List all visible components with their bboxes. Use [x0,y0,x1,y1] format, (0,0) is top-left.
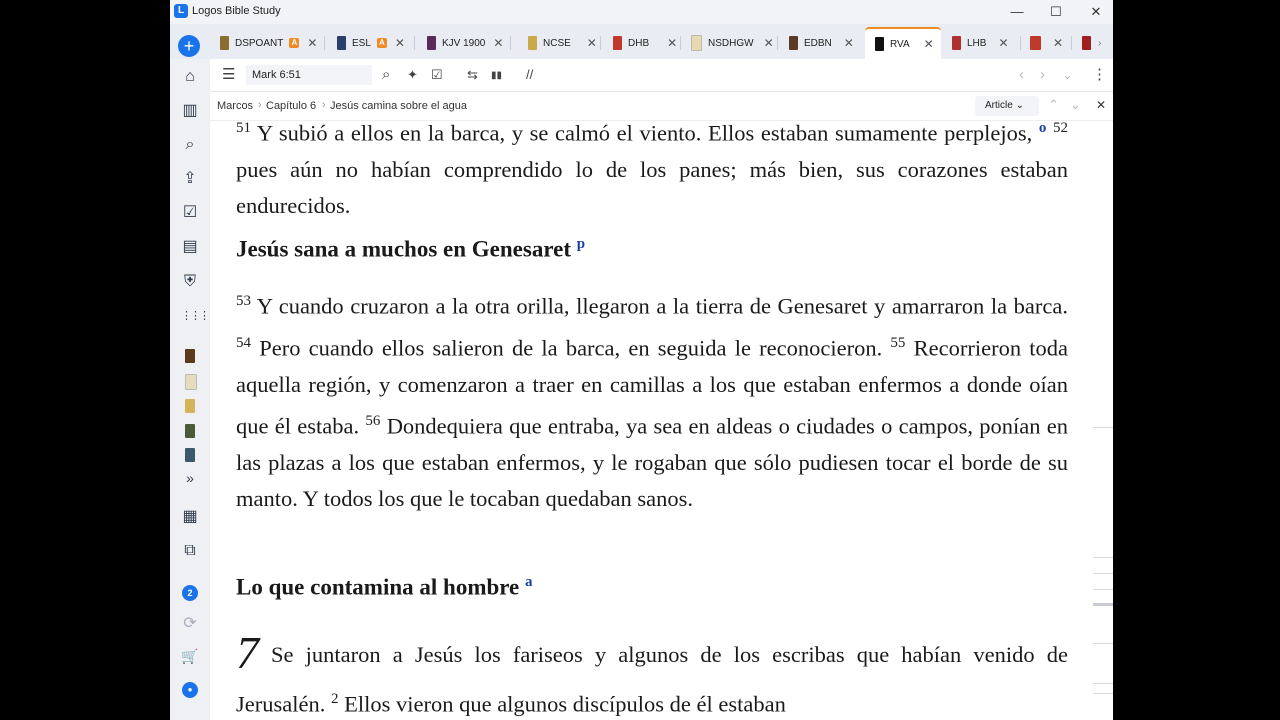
breadcrumb-book[interactable]: Marcos [217,100,254,112]
section-heading [236,574,533,601]
close-window-button[interactable]: ✕ [1090,4,1102,19]
verse-paragraph [236,121,1068,224]
guides-icon[interactable]: ⇪ [183,170,197,187]
tab-separator [1071,36,1072,50]
apps-grid-icon[interactable]: ⋮⋮⋮ [181,310,208,322]
visual-filters-icon[interactable]: ✦ [407,67,418,82]
book-icon [691,35,702,51]
panel-toolbar [210,59,1113,92]
verse-text: Y subió a ellos en la barca, y se calmó el viento. Ellos estaban sumamente perplejos, [256,121,1033,146]
tab-separator [680,36,681,50]
tab-separator [777,36,778,50]
scroll-decoration [1093,643,1113,644]
recent-resource-1[interactable] [185,349,195,363]
notifications-badge[interactable]: 2 [182,585,198,601]
verse-text: Y cuando cruzaron a la otra orilla, llegaron a la tierra de Genesaret y amarraron la barca. [256,293,1068,319]
tab-separator [600,36,601,50]
verse-paragraph [236,283,1068,517]
tab-esl[interactable] [337,28,405,58]
scroll-decoration [1093,427,1113,428]
heading-text: Jesús sana a muchos en Genesaret [236,236,572,262]
tab-close-icon[interactable]: ✕ [493,36,504,50]
scroll-decoration [1093,693,1113,694]
verse-text: Se juntaron a Jesús los fariseos y algunos de los escribas que habían venido de Jerusalén. [236,642,1068,717]
tab-close-icon[interactable]: ✕ [394,36,405,50]
logos-app-icon: L [174,4,188,18]
book-icon [337,36,346,50]
library-icon[interactable]: ▥ [182,102,198,119]
tab-label: LHB [967,37,987,49]
tab-scroll-right-icon[interactable]: › [1098,38,1102,49]
tab-close-icon[interactable]: ✕ [998,36,1009,50]
tab-label: RVA [890,38,910,50]
footnote-marker[interactable]: o [1038,121,1047,136]
tab-label: EDBN [804,37,832,49]
book-icon [1030,36,1041,50]
section-heading [236,236,585,263]
footnote-marker[interactable]: p [576,236,586,252]
nav-history-icon[interactable]: ⌄ [1062,67,1073,82]
tab-dspoant[interactable] [220,28,317,58]
tab-badge: A [289,38,299,48]
title-bar [170,0,1113,24]
interlinear-icon[interactable]: // [526,67,534,82]
add-panel-button[interactable]: + [178,35,200,57]
book-icon [952,36,961,50]
verse-number: 53 [236,293,251,309]
chapter-number: 7 [236,627,259,678]
book-icon [427,36,436,50]
heading-text: Lo que contamina al hombre [236,574,520,600]
reading-plan-icon[interactable]: ☑ [182,204,198,221]
tab-label: KJV 1900 [442,37,486,49]
tab-untitled[interactable] [1030,28,1063,58]
tab-close-icon[interactable]: ✕ [843,36,854,50]
logos-window [170,0,1113,720]
tab-kjv1900[interactable] [427,28,503,58]
minimize-button[interactable]: — [1010,4,1024,19]
tab-close-icon[interactable]: ✕ [923,37,934,51]
documents-icon[interactable]: ▤ [182,238,198,255]
tab-lhb[interactable] [952,28,1009,58]
verse-text: Dondequiera que entraba, ya sea en aldeas o ciudades o campos, ponían en las plazas a los que estaban enfermos, y le rogaban que sólo pudiesen tocar el borde de su manto. Y todos los que le tocaban quedaban sanos. [236,413,1068,511]
close-panel-icon[interactable]: ✕ [1096,98,1107,112]
breadcrumb-section[interactable]: Jesús camina sobre el agua [330,100,467,112]
book-icon [220,36,229,50]
tab-close-icon[interactable]: ✕ [586,36,597,50]
badge-icon[interactable]: ⛨ [183,273,196,290]
tab-label: DSPOANT [235,37,284,49]
scroll-decoration [1093,557,1113,558]
cart-icon[interactable]: 🛒 [181,648,199,664]
more-resources-icon[interactable]: » [186,470,194,486]
tab-separator [414,36,415,50]
layout-icon[interactable]: ▮▮ [491,70,503,81]
book-icon [528,36,537,50]
verse-number: 55 [890,334,906,351]
verse-number: 54 [236,334,251,351]
view-mode-dropdown[interactable] [975,96,1039,116]
more-options-icon[interactable]: ⋮ [1092,66,1107,83]
scroll-decoration [1093,683,1113,684]
recent-resource-5[interactable] [185,448,195,462]
breadcrumb-separator: › [258,99,262,111]
chevron-down-icon: ⌄ [1015,100,1024,111]
panel-menu-icon[interactable]: ☰ [222,66,236,83]
account-icon[interactable]: ● [182,682,198,698]
refresh-icon[interactable]: ⟳ [183,615,197,632]
tab-label: ESL [352,37,371,49]
footnote-marker[interactable]: a [525,574,533,590]
reference-input[interactable] [246,65,372,85]
maximize-button[interactable]: ☐ [1050,4,1062,19]
tab-overflow-resource[interactable] [1082,28,1097,58]
breadcrumb-separator: › [322,99,326,111]
search-icon[interactable]: ⌕ [382,66,391,83]
breadcrumb [210,92,1113,121]
tab-badge: A [377,38,387,48]
breadcrumb-chapter[interactable]: Capítulo 6 [266,100,317,112]
nav-forward-icon[interactable]: › [1040,66,1045,83]
book-icon [613,36,622,50]
book-icon [789,36,798,50]
tab-ncse[interactable] [528,28,597,58]
tab-label: NCSE [543,37,571,49]
tab-label: DHB [628,37,650,49]
verse-number: 52 [1053,121,1068,136]
search-icon[interactable]: ⌕ [185,136,195,153]
tab-separator [324,36,325,50]
recent-resource-4[interactable] [185,424,195,438]
scrollbar-thumb[interactable] [1093,603,1113,606]
scroll-decoration [1093,589,1113,590]
bible-text-content [210,121,1113,720]
view-mode-label: Article [985,100,1013,111]
scroll-decoration [1093,573,1113,574]
tab-close-icon[interactable]: ✕ [307,36,318,50]
layouts-icon[interactable]: ▦ [182,508,198,525]
tab-close-icon[interactable]: ✕ [1053,36,1064,50]
verse-paragraph [236,627,1068,720]
tab-bar [170,24,1113,59]
next-section-icon[interactable]: ⌄ [1070,97,1081,112]
tab-rva[interactable] [865,27,941,59]
parallel-resources-icon[interactable]: ⇆ [467,67,478,82]
tab-dhb[interactable] [613,28,677,58]
verse-text: Ellos vieron que algunos discípulos de él estaban [344,691,786,717]
verse-text: Recorrieron toda aquella región, y comenzaron a traer en camillas a los que estaban enfermos a donde oían que él estaba. [236,335,1069,439]
book-icon [1082,36,1091,50]
verse-text: Pero cuando ellos salieron de la barca, en seguida le reconocieron. [259,335,883,361]
book-icon [875,37,884,51]
nav-back-icon[interactable]: ‹ [1019,66,1024,83]
verse-number: 51 [236,121,251,136]
previous-section-icon[interactable]: ⌃ [1048,97,1059,112]
verse-number: 2 [330,691,339,707]
verse-text: pues aún no habían comprendido lo de los panes; más bien, sus corazones estaban endurecidos. [236,156,1068,219]
left-sidebar [170,36,210,720]
tab-edbn[interactable] [789,28,854,58]
sync-panels-icon[interactable]: ⧉ [184,542,196,559]
app-title: Logos Bible Study [192,5,281,17]
tab-nsdhgw[interactable] [691,28,774,58]
home-icon[interactable]: ⌂ [185,68,195,85]
tab-label: NSDHGW [708,37,754,49]
tab-close-icon[interactable]: ✕ [763,36,774,50]
tab-separator [510,36,511,50]
tab-close-icon[interactable]: ✕ [667,36,678,50]
checklist-icon[interactable]: ☑ [431,67,443,82]
tab-separator [1020,36,1021,50]
recent-resource-3[interactable] [185,399,195,413]
recent-resource-2[interactable] [185,374,197,390]
verse-number: 56 [365,412,381,429]
